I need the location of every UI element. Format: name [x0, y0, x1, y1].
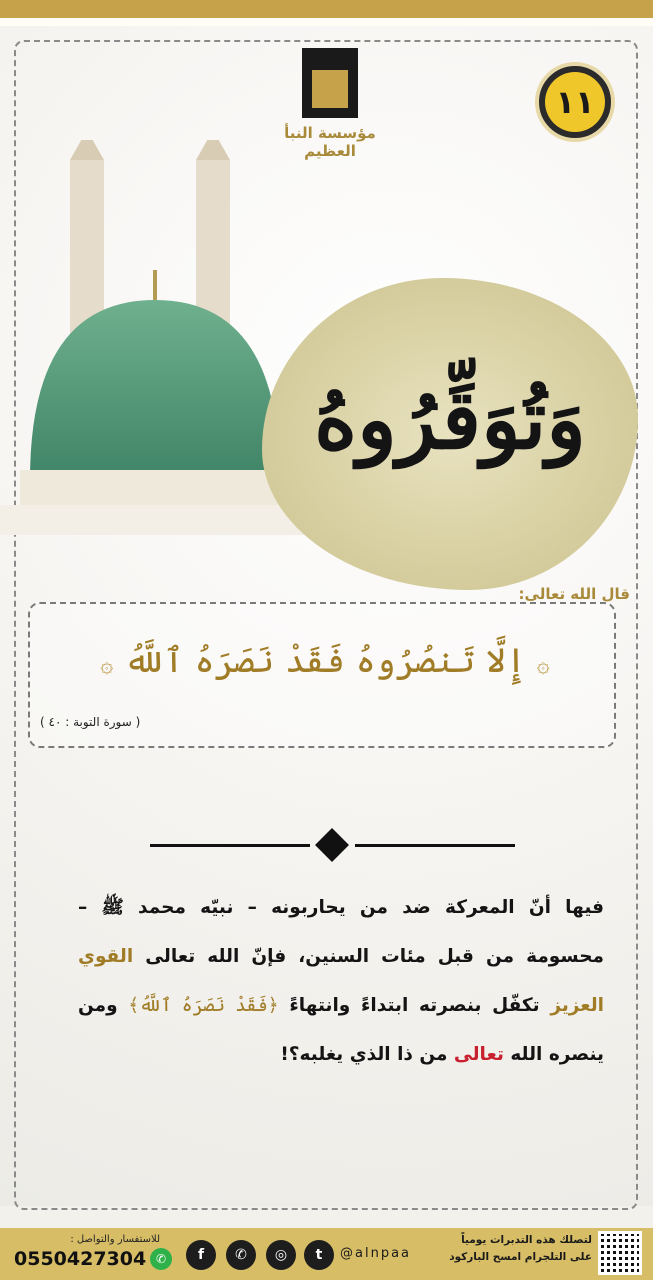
social-handle[interactable]: @alnpaa	[340, 1246, 412, 1261]
phone-number[interactable]: 0550427304	[14, 1248, 147, 1270]
verse-text: إِلَّا تَنصُرُوهُ فَقَدْ نَصَرَهُ ٱللَّهُ	[124, 641, 526, 681]
subscribe-line-2: على التلجرام امسح الباركود	[449, 1251, 592, 1263]
verse-intro: قال الله تعالى:	[518, 585, 630, 603]
whatsapp-social-icon[interactable]: ✆	[226, 1240, 256, 1270]
subscribe-line-1: لتصلك هذه التدبرات يومياً	[461, 1234, 592, 1246]
facebook-icon[interactable]: f	[186, 1240, 216, 1270]
body-part1: فيها أنّ المعركة ضد من يحاربونه – نبيّه محمد ﷺ – محسومة من قبل مئات السنين، فإنّ الله تعالى	[78, 897, 604, 967]
logo-name: مؤسسة النبأ العظيم	[284, 124, 376, 160]
calligraphy-title: وَتُوَقِّرُوهُ	[314, 372, 586, 468]
body-highlight-gold: القوي العزيز	[78, 946, 605, 1016]
subscribe-note	[440, 1232, 592, 1266]
body-inline-verse: ﴿فَقَدْ نَصَرَهُ ٱللَّهُ﴾	[128, 995, 279, 1016]
quran-verse	[40, 640, 610, 681]
episode-number: ١١	[545, 72, 605, 132]
ornamental-divider	[150, 825, 515, 865]
instagram-icon[interactable]: ◎	[266, 1240, 296, 1270]
divider-ornament-icon	[312, 825, 352, 865]
body-part3: ومن ينصره الله	[78, 995, 604, 1065]
verse-ornament-left-icon: ۞	[100, 653, 114, 678]
logo-mark-icon	[302, 48, 358, 118]
contact-label: للاستفسار والتواصل :	[70, 1234, 160, 1245]
divider-line-left	[150, 844, 310, 847]
twitter-icon[interactable]: t	[304, 1240, 334, 1270]
verse-ornament-right-icon: ۞	[536, 653, 550, 678]
body-part4: من ذا الذي يغلبه؟!	[280, 1044, 454, 1065]
top-gold-bar	[0, 0, 653, 18]
divider-line-right	[355, 844, 515, 847]
top-strip	[0, 18, 653, 26]
body-part2: تكفّل بنصرته ابتداءً وانتهاءً	[278, 995, 551, 1016]
body-highlight-red: تعالى	[453, 1044, 504, 1065]
body-paragraph	[78, 883, 604, 1079]
episode-badge	[535, 62, 615, 142]
whatsapp-icon[interactable]: ✆	[150, 1248, 172, 1270]
verse-reference: ( سورة التوبة : ٤٠ )	[40, 715, 141, 729]
qr-code-icon[interactable]	[598, 1231, 642, 1275]
